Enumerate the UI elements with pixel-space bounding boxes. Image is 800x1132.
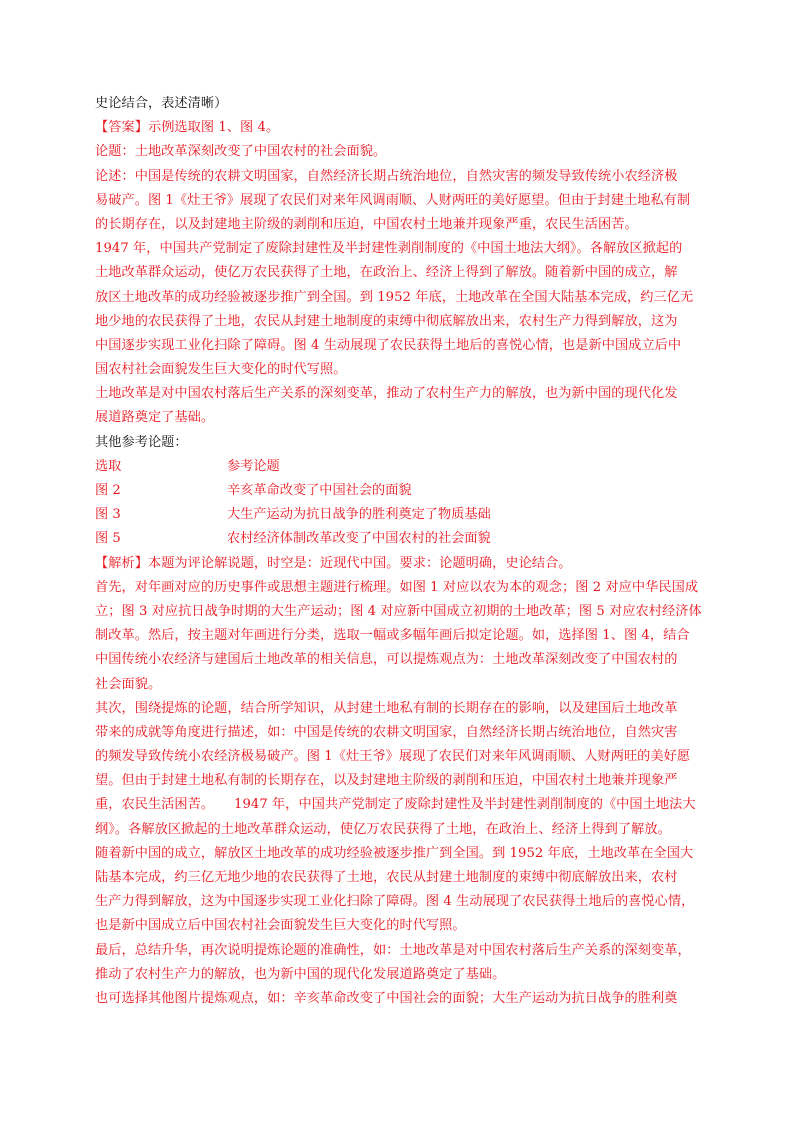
analysis-line: 纲》。各解放区掀起的土地改革群众运动，使亿万农民获得了土地，在政治上、经济上得到了解放。 [95,821,671,837]
analysis-line: 的频发导致传统小农经济极易破产。图 1《灶王爷》展现了农民们对来年风调雨顺、人财两旺的美好愿 [95,749,691,765]
analysis-line: 陆基本完成，约三亿无地少地的农民获得了土地，农民从封建土地制度的束缚中彻底解放出来，农村 [95,870,678,885]
analysis-line: 制改革。然后，按主题对年画进行分类，选取一幅或多幅年画后拟定论题。如，选择图 1、图 4，结合 [95,628,690,644]
answer-argument-line: 土地改革是对中国农村落后生产关系的深刻变革，推动了农村生产力的解放，也为新中国的现代化发 [95,386,678,402]
analysis-line: 推动了农村生产力的解放，也为新中国的现代化发展道路奠定了基础。 [95,966,506,982]
analysis-line: 望。但由于封建土地私有制的长期存在，以及封建地主阶级的剥削和压迫，中国农村土地兼并现象严 [95,773,678,789]
answer-argument-line: 1947 年，中国共产党制定了废除封建性及半封建性剥削制度的《中国土地法大纲》。各解放区掀起的 [95,241,683,257]
analysis-first-text: 本题为评论解说题，时空是：近现代中国。要求：论题明确，史论结合。 [147,555,572,571]
table-cell-topic: 农村经济体制改革改变了中国农村的社会面貌 [227,531,491,547]
answer-argument-line: 论述：中国是传统的农耕文明国家，自然经济长期占统治地位，自然灾害的频发导致传统小农经济极 [95,168,678,184]
analysis-line: 带来的成就等角度进行描述，如：中国是传统的农耕文明国家，自然经济长期占统治地位，自然灾害 [95,724,678,740]
table-cell-figure: 图 5 [95,531,121,547]
analysis-line: 最后，总结升华，再次说明提炼论题的准确性，如：土地改革是对中国农村落后生产关系的深刻变革， [95,942,691,958]
table-header-select: 选取 [95,458,122,474]
other-topics-title: 其他参考论题： [95,434,188,450]
analysis-line: 也可选择其他图片提炼观点，如：辛亥革命改变了中国社会的面貌；大生产运动为抗日战争的胜利奠 [95,990,678,1006]
table-cell-topic: 辛亥革命改变了中国社会的面貌 [227,483,412,498]
analysis-line: 中国传统小农经济与建国后土地改革的相关信息，可以提炼观点为：土地改革深刻改变了中国农村的 [95,652,678,668]
answer-argument-line: 的长期存在，以及封建地主阶级的剥削和压迫，中国农村土地兼并现象严重，农民生活困苦。 [95,216,638,232]
analysis-tag: 【解析】 [95,555,148,571]
analysis-line: 也是新中国成立后中国农村社会面貌发生巨大变化的时代写照。 [95,918,466,934]
analysis-line: 其次，围绕提炼的论题，结合所学知识，从封建土地私有制的长期存在的影响，以及建国后土地改革 [95,700,678,716]
table-cell-figure: 图 2 [95,483,121,498]
answer-argument-line: 土地改革群众运动，使亿万农民获得了土地，在政治上、经济上得到了解放。随着新中国的成立，解 [95,265,678,281]
answer-example [95,116,725,140]
answer-argument-line: 地少地的农民获得了土地，农民从封建土地制度的束缚中彻底解放出来，农村生产力得到解放，这为 [95,313,678,329]
analysis-first [95,552,725,576]
table-cell-topic: 大生产运动为抗日战争的胜利奠定了物质基础 [227,507,491,523]
intro-tail: 史论结合，表述清晰） [95,96,228,111]
analysis-line: 重，农民生活困苦。 1947 年，中国共产党制定了废除封建性及半封建性剥削制度的《中国土地法大 [95,797,696,813]
table-row [95,527,725,551]
table-cell-figure: 图 3 [95,507,121,523]
answer-thesis: 论题：土地改革深刻改变了中国农村的社会面貌。 [95,144,387,160]
answer-argument-line: 放区土地改革的成功经验被逐步推广到全国。到 1952 年底，土地改革在全国大陆基本完成，约三亿无 [95,289,694,305]
answer-argument-line: 展道路奠定了基础。 [95,410,215,426]
answer-argument-line: 国农村社会面貌发生巨大变化的时代写照。 [95,362,347,378]
answer-example-text: 示例选取图 1、图 4。 [147,120,280,136]
answer-argument-line: 中国逐步实现工业化扫除了障碍。图 4 生动展现了农民获得土地后的喜悦心情，也是新中国成立后中 [95,337,682,353]
analysis-line: 随着新中国的成立，解放区土地改革的成功经验被逐步推广到全国。到 1952 年底，土地改革在全国大 [95,845,694,861]
topics-table-header [95,455,725,479]
analysis-line: 立；图 3 对应抗日战争时期的大生产运动；图 4 对应新中国成立初期的土地改革；图 5 对应农村经济体 [95,603,702,619]
analysis-line: 社会面貌。 [95,676,162,692]
analysis-line: 生产力得到解放，这为中国逐步实现工业化扫除了障碍。图 4 生动展现了农民获得土地后的喜悦心情， [95,894,695,910]
answer-argument-line: 易破产。图 1《灶王爷》展现了农民们对来年风调雨顺、人财两旺的美好愿望。但由于封建土地私有制 [95,192,691,208]
table-header-topic: 参考论题 [227,458,280,474]
analysis-line: 首先，对年画对应的历史事件或思想主题进行梳理。如图 1 对应以农为本的观念；图 2 对应中华民国成 [95,579,699,595]
table-row [95,503,725,527]
document-page [95,92,725,1011]
table-row [95,479,725,503]
answer-tag: 【答案】 [95,120,148,136]
